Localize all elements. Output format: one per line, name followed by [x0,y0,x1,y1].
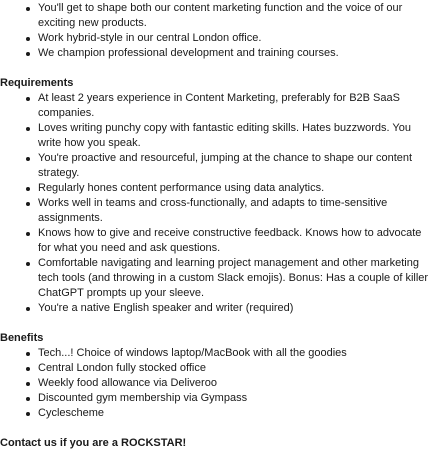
list-item: We champion professional development and training courses. [38,46,432,61]
list-item: Work hybrid-style in our central London office. [38,31,432,46]
requirements-heading: Requirements [0,77,74,89]
list-item: Central London fully stocked office [38,361,432,376]
list-item: Works well in teams and cross-functionally, and adapts to time-sensitive assignments. [38,196,432,226]
list-item: Tech...! Choice of windows laptop/MacBook with all the goodies [38,346,432,361]
spacer [0,61,432,76]
benefits-heading: Benefits [0,332,44,344]
closing-line: Contact us if you are a ROCKSTAR! [0,437,187,449]
list-item: Comfortable navigating and learning project management and other marketing tech tools (and throwing in a custom Slack emojis). Bonus: Has a couple of killer ChatGPT prompts up your sleeve. [38,256,432,301]
requirements-list [0,91,432,316]
spacer [0,421,432,436]
list-item: Cyclescheme [38,406,432,421]
list-item: You're proactive and resourceful, jumping at the chance to shape our content strategy. [38,151,432,181]
list-item: Discounted gym membership via Gympass [38,391,432,406]
list-item: Knows how to give and receive constructive feedback. Knows how to advocate for what you need and ask questions. [38,226,432,256]
list-item: Loves writing punchy copy with fantastic editing skills. Hates buzzwords. You write how you speak. [38,121,432,151]
list-item: Regularly hones content performance using data analytics. [38,181,432,196]
intro-list [0,0,432,61]
spacer [0,316,432,331]
list-item: Weekly food allowance via Deliveroo [38,376,432,391]
list-item: At least 2 years experience in Content Marketing, preferably for B2B SaaS companies. [38,91,432,121]
benefits-list [0,346,432,421]
list-item: You'll get to shape both our content marketing function and the voice of our exciting new products. [38,1,432,31]
list-item: You're a native English speaker and writer (required) [38,301,432,316]
